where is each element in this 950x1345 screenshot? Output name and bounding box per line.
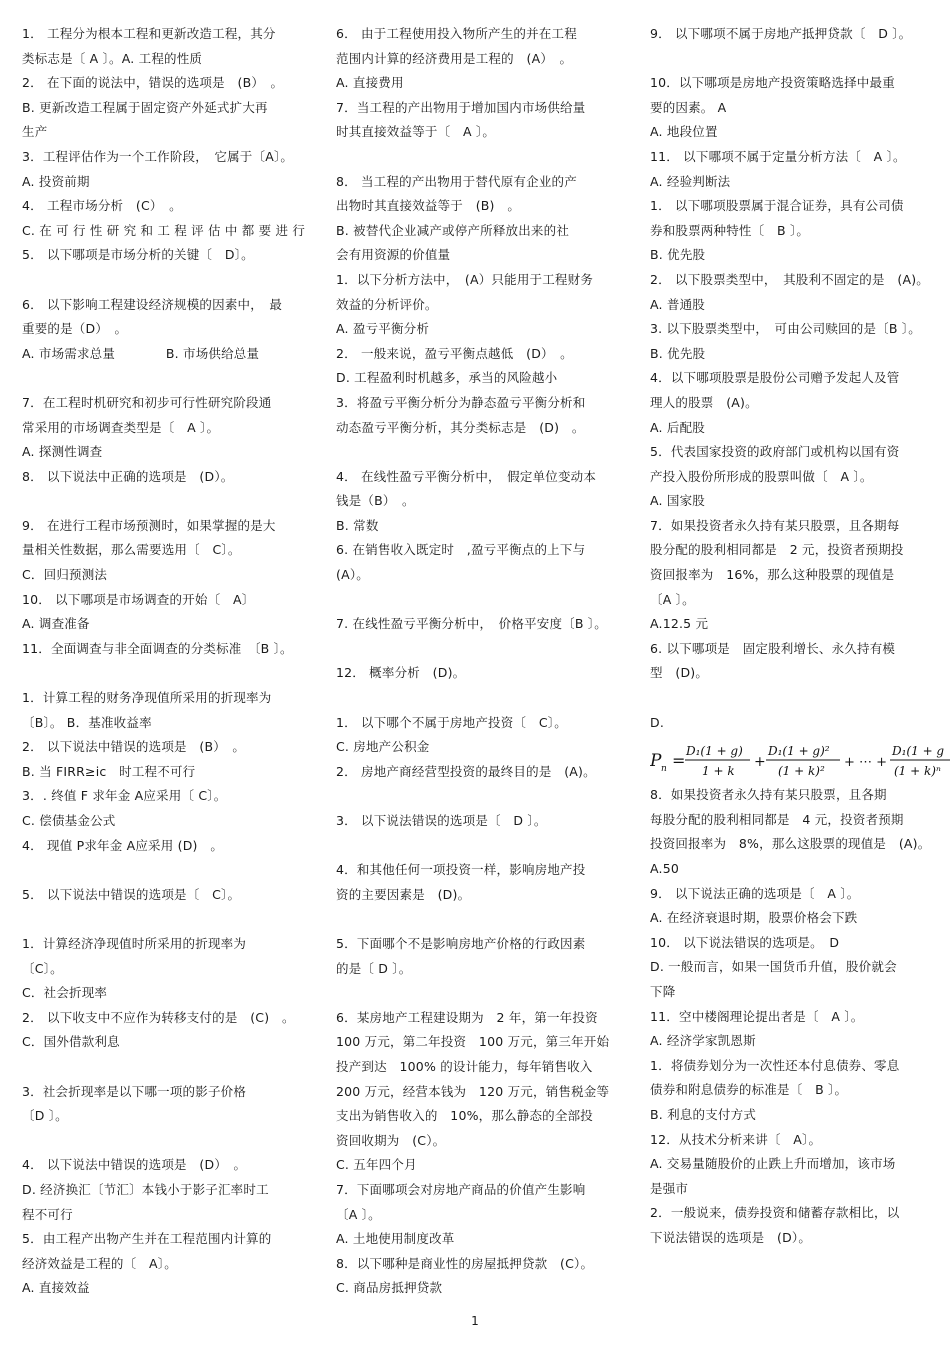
text-line: 生产 (22, 124, 48, 140)
text-line: 6． 以下影响工程建设经济规模的因素中， 最 (22, 296, 283, 312)
text-line: 4． 以下说法中错误的选项是 (D） 。 (22, 1157, 247, 1173)
text-line: 4． 在线性盈亏平衡分析中， 假定单位变动本 (336, 468, 597, 484)
text-line: 12．从技术分析来讲〔 A〕。 (650, 1131, 822, 1147)
text-line: A. 后配股 (650, 419, 705, 435)
blank-line (22, 366, 304, 391)
text-line: 钱是（B） 。 (336, 493, 415, 509)
text-line: C．社会折现率 (22, 985, 108, 1001)
formula-equals: = (672, 751, 686, 771)
text-line: 下说法错误的选项是 (D）。 (650, 1229, 812, 1245)
formula-lhs-sub: n (661, 764, 667, 775)
text-line: (A）。 (336, 567, 369, 583)
text-line: 资回报率为 16%，那么这种股票的现值是 (650, 567, 895, 583)
text-line: 3．社会折现率是以下哪一项的影子价格 (22, 1083, 247, 1099)
text-line: 常采用的市场调查类型是〔 A 〕。 (22, 419, 220, 435)
formula-term2-den: (1 + k)² (778, 764, 825, 779)
text-line: A. 直接效益 (22, 1280, 90, 1296)
formula-graphic (650, 739, 950, 783)
formula-plus: + (754, 754, 766, 771)
text-line: 投产到达 100% 的设计能力，每年销售收入 (336, 1058, 593, 1074)
text-line: 8．以下哪种是商业性的房屋抵押贷款 (C）。 (336, 1255, 594, 1271)
text-line: 经济效益是工程的〔 A〕。 (22, 1255, 177, 1271)
text-line: 11．空中楼阁理论提出者是〔 A 〕。 (650, 1008, 864, 1024)
text-line: 券和股票两种特性〔 B 〕。 (650, 222, 810, 238)
text-line: 的是〔 D 〕。 (336, 960, 412, 976)
text-line: 7．在工程时机研究和初步可行性研究阶段通 (22, 394, 272, 410)
text-line: 7. 在线性盈亏平衡分析中， 价格平安度〔B 〕。 (336, 616, 607, 632)
formula-lhs: P (650, 751, 662, 772)
text-line: 7．如果投资者永久持有某只股票，且各期每 (650, 517, 900, 533)
text-line: D. (650, 714, 664, 730)
text-line: A. 直接费用 (336, 75, 404, 91)
text-line: 12． 概率分析 (D)。 (336, 665, 466, 681)
blank-line (336, 588, 618, 613)
text-line: 5．代表国家投资的政府部门或机构以国有资 (650, 444, 900, 460)
text-line: 4．和其他任何一项投资一样，影响房地产投 (336, 862, 586, 878)
text-line: 7．下面哪项会对房地产商品的价值产生影响 (336, 1181, 586, 1197)
text-line: A. 地段位置 (650, 124, 718, 140)
blank-line (650, 686, 950, 711)
formula-term1-den: 1 + k (702, 764, 735, 779)
text-line: 11．全面调查与非全面调查的分类标准 〔B 〕。 (22, 640, 293, 656)
text-line: 是强市 (650, 1180, 689, 1196)
text-line: 每股分配的股利相同都是 4 元，投资者预期 (650, 811, 904, 827)
text-line: 6． 由于工程使用投入物所产生的并在工程 (336, 26, 577, 41)
text-line: 2． 在下面的说法中，错误的选项是 (B） 。 (22, 75, 284, 91)
blank-line (336, 834, 618, 859)
text-line: 3．. 终值 F 求年金 A应采用〔 C〕。 (22, 788, 227, 804)
text-line: A.12.5 元 (650, 616, 709, 632)
text-line: 出物时其直接效益等于 (B) 。 (336, 198, 521, 214)
text-line: 支出为销售收入的 10%，那么静态的全部投 (336, 1108, 593, 1124)
blank-line (22, 268, 304, 293)
text-line: 效益的分析评价。 (336, 296, 438, 312)
blank-line (22, 1129, 304, 1154)
column-left (22, 22, 304, 1301)
text-line: 6. 以下哪项是 固定股利增长、永久持有模 (650, 640, 896, 656)
text-line: 5． 以下哪项是市场分析的关键〔 D〕。 (22, 247, 254, 263)
text-line: 11． 以下哪项不属于定量分析方法〔 A 〕。 (650, 148, 906, 164)
text-line: 量相关性数据，那么需要选用〔 C〕。 (22, 542, 241, 558)
text-line: 类标志是〔 A 〕。A. 工程的性质 (22, 50, 203, 66)
text-line: 6. 在销售收入既定时 ,盈亏平衡点的上下与 (336, 542, 586, 558)
text-line: 5．由工程产出物产生并在工程范围内计算的 (22, 1231, 272, 1247)
text-line: 〔C〕。 (22, 960, 63, 976)
text-line: 1．以下分析方法中， (A）只能用于工程财务 (336, 271, 594, 287)
formula-term3-num: D₁(1 + g (892, 744, 945, 759)
blank-line (22, 858, 304, 883)
text-line: A. 探测性调查 (22, 444, 103, 460)
text-line: C. 在 可 行 性 研 究 和 工 程 评 估 中 都 要 进 行 (22, 222, 306, 238)
text-line: 1．将债券划分为一次性还本付息债券、零息 (650, 1057, 900, 1073)
text-line: A. 盈亏平衡分析 (336, 321, 430, 337)
text-line: A. 在经济衰退时期，股票价格会下跌 (650, 910, 858, 926)
text-line: A. 国家股 (650, 493, 705, 509)
blank-line (22, 489, 304, 514)
text-line: D. 经济换汇〔节汇〕本钱小于影子汇率时工 (22, 1181, 269, 1197)
text-line: 1． 以下哪项股票属于混合证券，具有公司债 (650, 198, 904, 214)
text-line: 投资回报率为 8%，那么这股票的现值是 (A)。 (650, 836, 931, 852)
text-line: 9． 在进行工程市场预测时，如果掌握的是大 (22, 517, 276, 533)
text-line: 9． 以下哪项不属于房地产抵押贷款〔 D 〕。 (650, 26, 912, 41)
text-line: 产投入股份所形成的股票叫做〔 A 〕。 (650, 468, 873, 484)
text-line: B. 常数 (336, 517, 379, 533)
text-line: 要的因素。 A (650, 99, 727, 115)
text-line: 6．某房地产工程建设期为 2 年，第一年投资 (336, 1009, 598, 1025)
text-line: 〔D 〕。 (22, 1108, 68, 1124)
text-line: 程不可行 (22, 1206, 73, 1222)
blank-line (22, 1055, 304, 1080)
formula-term1-num: D₁(1 + g) (686, 744, 743, 759)
blank-line (336, 784, 618, 809)
text-line: 理人的股票 (A)。 (650, 394, 758, 410)
text-line: 动态盈亏平衡分析，其分类标志是 (D) 。 (336, 419, 585, 435)
blank-line (336, 981, 618, 1006)
text-line: B. 当 FIRR≥ic 时工程不可行 (22, 763, 196, 779)
text-line: A. 经验判断法 (650, 173, 731, 189)
text-line: B. 优先股 (650, 345, 706, 361)
text-line: A. 调查准备 (22, 616, 90, 632)
text-line: A. 经济学家凯恩斯 (650, 1033, 756, 1049)
text-line: 2． 房地产商经营型投资的最终目的是 (A)。 (336, 763, 596, 779)
text-line: 2． 一般来说，盈亏平衡点越低 (D） 。 (336, 345, 573, 361)
text-line: C. 房地产公积金 (336, 739, 430, 755)
text-line: 债券和附息债券的标准是〔 B 〕。 (650, 1082, 848, 1098)
text-line: 资的主要因素是 (D)。 (336, 886, 471, 902)
text-line: 范围内计算的经济费用是工程的 (A） 。 (336, 50, 573, 66)
text-line: C．回归预测法 (22, 567, 108, 583)
text-line: 3. 以下股票类型中， 可由公司赎回的是〔B 〕。 (650, 321, 921, 337)
text-line: 200 万元，经营本钱为 120 万元，销售税金等 (336, 1083, 610, 1099)
text-line: 4．以下哪项股票是股份公司赠予发起人及管 (650, 370, 900, 386)
text-line: 8． 以下说法中正确的选项是 (D）。 (22, 468, 234, 484)
text-line: 8．如果投资者永久持有某只股票，且各期 (650, 787, 887, 803)
blank-line (336, 440, 618, 465)
text-line: 3．工程评估作为一个工作阶段， 它属于〔A〕。 (22, 148, 294, 164)
text-line: 4． 现值 P求年金 A应采用 (D) 。 (22, 837, 224, 853)
text-line: 股分配的股利相同都是 2 元，投资者预期投 (650, 542, 904, 558)
text-line: 资回收期为 (C）。 (336, 1132, 446, 1148)
text-line: A. 土地使用制度改革 (336, 1231, 455, 1247)
text-line: 5．下面哪个不是影响房地产价格的行政因素 (336, 935, 586, 951)
blank-line (336, 686, 618, 711)
text-line: B. 利息的支付方式 (650, 1106, 757, 1122)
text-line: 2． 以下说法中错误的选项是 (B） 。 (22, 739, 246, 755)
text-line: 1．计算工程的财务净现值所采用的折现率为 (22, 690, 272, 706)
text-line: 下降 (650, 983, 676, 999)
text-line: B. 优先股 (650, 247, 706, 263)
column-right (650, 22, 950, 1251)
text-line: 型 (D)。 (650, 665, 709, 681)
text-line: C. 商品房抵押贷款 (336, 1280, 443, 1296)
formula-term3-den: (1 + k)ⁿ (894, 764, 941, 779)
text-line: 9． 以下说法正确的选项是〔 A 〕。 (650, 885, 860, 901)
text-line: 1． 以下哪个不属于房地产投资〔 C〕。 (336, 714, 567, 730)
text-line: C. 五年四个月 (336, 1157, 417, 1173)
text-line: 10．以下哪项是房地产投资策略选择中最重 (650, 75, 895, 91)
blank-line (650, 47, 950, 72)
text-line: B. 更新改造工程属于固定资产外延式扩大再 (22, 99, 268, 115)
text-line: B. 被替代企业减产或停产所释放出来的社 (336, 222, 570, 238)
text-line: 会有用资源的价值量 (336, 247, 451, 263)
text-line: A. 投资前期 (22, 173, 90, 189)
text-line: 7．当工程的产出物用于增加国内市场供给量 (336, 99, 586, 115)
text-line: 100 万元，第二年投资 100 万元，第三年开始 (336, 1034, 610, 1050)
text-line: 5． 以下说法中错误的选项是〔 C〕。 (22, 886, 241, 902)
text-line: 10． 以下哪项是市场调查的开始〔 A〕 (22, 591, 255, 607)
text-line: 2． 以下收支中不应作为转移支付的是 (C) 。 (22, 1009, 295, 1025)
text-line: A.50 (650, 861, 680, 876)
text-line: 2． 以下股票类型中， 其股利不固定的是 (A)。 (650, 271, 929, 287)
text-line: A. 普通股 (650, 296, 705, 312)
formula-term2-num: D₁(1 + g)² (768, 744, 830, 759)
text-line: 重要的是（D） 。 (22, 321, 128, 337)
column-middle (336, 22, 618, 1301)
blank-line (336, 145, 618, 170)
text-line: 〔A 〕。 (650, 591, 695, 607)
text-line: 时其直接效益等于〔 A 〕。 (336, 124, 496, 140)
text-line: 3．将盈亏平衡分析分为静态盈亏平衡分析和 (336, 394, 586, 410)
text-line: C．国外借款利息 (22, 1034, 120, 1050)
text-line: A. 交易量随股价的止跌上升而增加，该市场 (650, 1156, 896, 1172)
text-line: 〔B〕。 B．基准收益率 (22, 714, 152, 730)
text-line: D. 工程盈利时机越多，承当的风险越小 (336, 370, 558, 386)
text-line: 1． 工程分为根本工程和更新改造工程，其分 (22, 26, 276, 41)
text-line: 4． 工程市场分析 (C） 。 (22, 198, 182, 214)
blank-line (336, 637, 618, 662)
text-line: 8． 当工程的产出物用于替代原有企业的产 (336, 173, 577, 189)
text-line: A. 市场需求总量 B. 市场供给总量 (22, 345, 260, 361)
formula-ellipsis: + ⋯ + (844, 755, 888, 771)
page-number: 1 (471, 1314, 479, 1328)
blank-line (22, 661, 304, 686)
text-line: 10． 以下说法错误的选项是。 D (650, 934, 840, 950)
text-line: 2．一般说来，债券投资和储蓄存款相比，以 (650, 1205, 900, 1221)
text-line: 〔A 〕。 (336, 1206, 381, 1222)
blank-line (336, 907, 618, 932)
blank-line (22, 907, 304, 932)
dividend-growth-formula (650, 735, 950, 783)
text-line: 1．计算经济净现值时所采用的折现率为 (22, 935, 247, 951)
text-line: D. 一般而言，如果一国货币升值，股价就会 (650, 959, 897, 975)
text-line: C. 偿债基金公式 (22, 813, 116, 828)
text-line: 3． 以下说法错误的选项是〔 D 〕。 (336, 813, 547, 828)
